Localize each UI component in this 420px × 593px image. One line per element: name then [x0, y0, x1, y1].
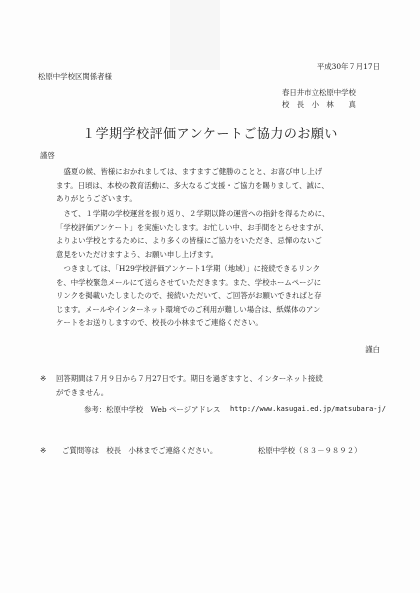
- note-line: 回答期間は７月９日から７月27日です。期日を過ぎますと、インターネット接続: [56, 374, 323, 383]
- scan-fold-shade: [170, 0, 220, 70]
- paragraph-line: つきましては、「H29学校評価アンケート1学期（地域）」に接続できるリンク: [63, 264, 320, 273]
- note-answer-period: [56, 372, 386, 399]
- paragraph-greeting: [56, 165, 386, 206]
- paragraph-line: リンクを掲載いたしましたので、接続いただいて、ご回答がお願いできればと存: [56, 291, 322, 301]
- paragraph-line: ケートをお送りしますので、校長の小林までご連絡ください。: [56, 318, 263, 328]
- paragraph-line: じます。メールやインターネット環境でのご利用が難しい場合は、紙媒体のアン: [56, 304, 321, 314]
- recipient-line: 松原中学校区関係者様: [38, 72, 112, 81]
- note-mark: ※: [40, 374, 47, 383]
- sender-principal: 校 長 小 林 真: [282, 100, 356, 109]
- sender-school: 春日井市立松原中学校: [282, 88, 356, 97]
- school-url-link[interactable]: http://www.kasugai.ed.jp/matsubara-j/: [230, 405, 386, 413]
- paragraph-line: 盛夏の候、皆様におかれましては、ますますご健勝のことと、お喜び申し上げ: [63, 167, 323, 176]
- letter-title: １学期学校評価アンケートご協力のお願い: [82, 127, 338, 142]
- paragraph-line: ます。日頃は、本校の教育活動に、多大なるご支援・ご協力を賜りまして、誠に、: [56, 180, 329, 190]
- paragraph-line: よりよい学校とするために、より多くの皆様にご協力をいただき、忌憚のないご: [56, 236, 322, 246]
- letter-date: 平成30年７月17日: [316, 62, 380, 71]
- note-mark: ※: [40, 446, 47, 455]
- paragraph-line: を、中学校緊急メールにて送らさせていただきます。また、学校ホームページに: [56, 277, 322, 287]
- paragraph-line: 意見をいただけますよう、お願い申し上げます。: [56, 249, 219, 259]
- paragraph-line: 「学校評価アンケート」を実施いたします。お忙しい中、お手間をとらせますが、: [56, 222, 329, 232]
- closing: 謹白: [365, 345, 380, 354]
- reference-label: 参考：松原中学校 Web ページアドレス: [84, 405, 221, 414]
- inquiry-note: ご質問等は 校長 小林までご連絡ください。: [62, 446, 218, 455]
- note-line: ができません。: [56, 387, 109, 397]
- school-phone-contact: 松原中学校（８３－９８９２）: [258, 446, 362, 455]
- paragraph-survey-link: [56, 262, 386, 330]
- paragraph-line: ありがとうございます。: [56, 194, 137, 204]
- paragraph-survey-intro: [56, 207, 386, 261]
- salutation: 謹啓: [40, 151, 55, 160]
- paragraph-line: さて、１学期の学校運営を振り返り、２学期以降の運営への指針を得るために、: [63, 209, 330, 218]
